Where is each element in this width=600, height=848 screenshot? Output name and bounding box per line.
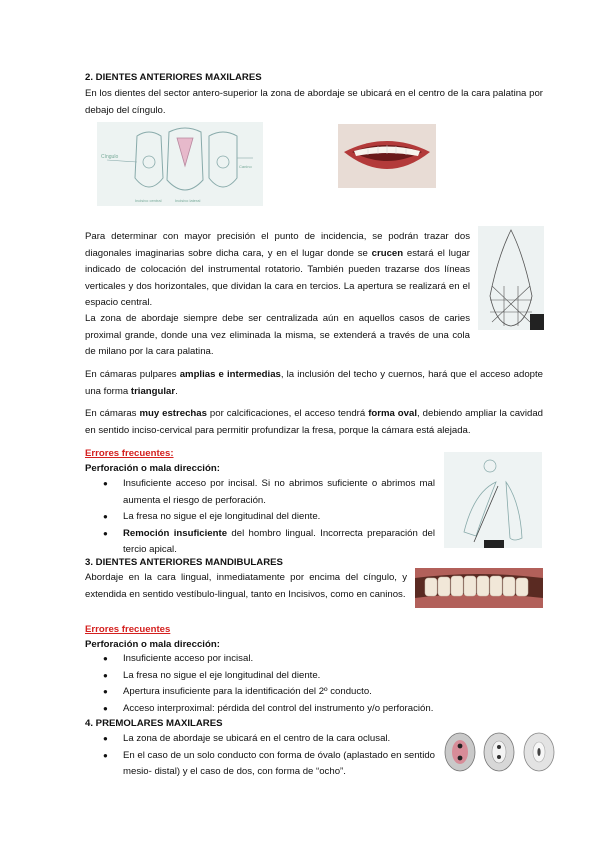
fig-label-central: Incisivo central [135, 198, 162, 203]
section-3-errors-list [85, 651, 543, 717]
list-item: ● La zona de abordaje se ubicará en el centro de la cara oclusal. [85, 731, 435, 748]
bur-angle-sketch [444, 452, 542, 548]
list-item: ● En el caso de un solo conducto con forma de óvalo (aplastado en sentido mesio- distal) y el caso de dos, con forma de “ocho”. [85, 748, 435, 781]
section-4-heading: 4. PREMOLARES MAXILARES [85, 718, 223, 729]
section-2-errors-title: Errores frecuentes: [85, 448, 174, 459]
list-item: ● Acceso interproximal: pérdida del control del instrumento y/o perforación. [85, 701, 543, 718]
section-3-errors-title: Errores frecuentes [85, 624, 171, 635]
fig-label-cingulo: Cíngulo [101, 154, 119, 160]
palatal-access-sketch [97, 122, 263, 206]
premolar-occlusal-figure [442, 728, 560, 774]
section-3-errors-subtitle: Perforación o mala dirección: [85, 639, 220, 650]
list-item: ● Insuficiente acceso por incisal. [85, 651, 543, 668]
section-2-heading: 2. DIENTES ANTERIORES MAXILARES [85, 72, 262, 83]
list-item: ● Apertura insuficiente para la identificación del 2º conducto. [85, 684, 543, 701]
section-3-intro: Abordaje en la cara lingual, inmediatamente por encima del cíngulo, y extendida en sentido vestíbulo-lingual, tanto en Incisivos, como en caninos. [85, 572, 407, 600]
section-2-errors-list [85, 476, 435, 559]
section-2-errors-subtitle: Perforación o mala dirección: [85, 463, 220, 474]
section-2-paragraph-3: En cámaras pulpares amplias e intermedias, la inclusión del techo y cuernos, hará que el acceso adopte una forma triangular. [85, 369, 543, 397]
fig-label-canino: Canino [239, 164, 252, 169]
diagonal-sketch [478, 226, 544, 330]
fig-label-lateral: Incisivo lateral [175, 198, 201, 203]
section-2-paragraph-4: En cámaras muy estrechas por calcificaciones, el acceso tendrá forma oval, debiendo ampliar la cavidad en sentido inciso-cervical para permitir profundizar la fresa, porque la cámara está alejada. [85, 408, 543, 436]
section-3-heading: 3. DIENTES ANTERIORES MANDIBULARES [85, 557, 283, 568]
list-item: ● Insuficiente acceso por incisal. Si no abrimos suficiente o abrimos mal aumenta el riesgo de perforación. [85, 476, 435, 509]
section-2-intro: En los dientes del sector antero-superior la zona de abordaje se ubicará en el centro de la cara palatina por debajo del cíngulo. [85, 88, 543, 116]
smile-photo [338, 124, 436, 188]
list-item: ● Remoción insuficiente del hombro lingual. Incorrecta preparación del tercio apical. [85, 526, 435, 559]
list-item: ● La fresa no sigue el eje longitudinal del diente. [85, 509, 435, 526]
section-2-paragraph-1: Para determinar con mayor precisión el punto de incidencia, se podrán trazar dos diagonales imaginarias sobre dicha cara, y en el lugar donde se crucen estará el lugar indicado de colocación del instrumental rotatorio. También pueden trazarse dos líneas verticales y dos horizontales, que dividan la cara en tercios. La apertura se realizará en el espacio central. [85, 231, 471, 308]
section-2-paragraph-2: La zona de abordaje siempre debe ser centralizada aún en aquellos casos de caries proximal grande, donde una vez eliminada la misma, se extenderá a través de una cola de milano por la cara palatina. [85, 313, 470, 357]
list-item: ● La fresa no sigue el eje longitudinal del diente. [85, 668, 543, 685]
section-4-list [85, 731, 435, 781]
mandibular-teeth-photo [415, 568, 543, 608]
